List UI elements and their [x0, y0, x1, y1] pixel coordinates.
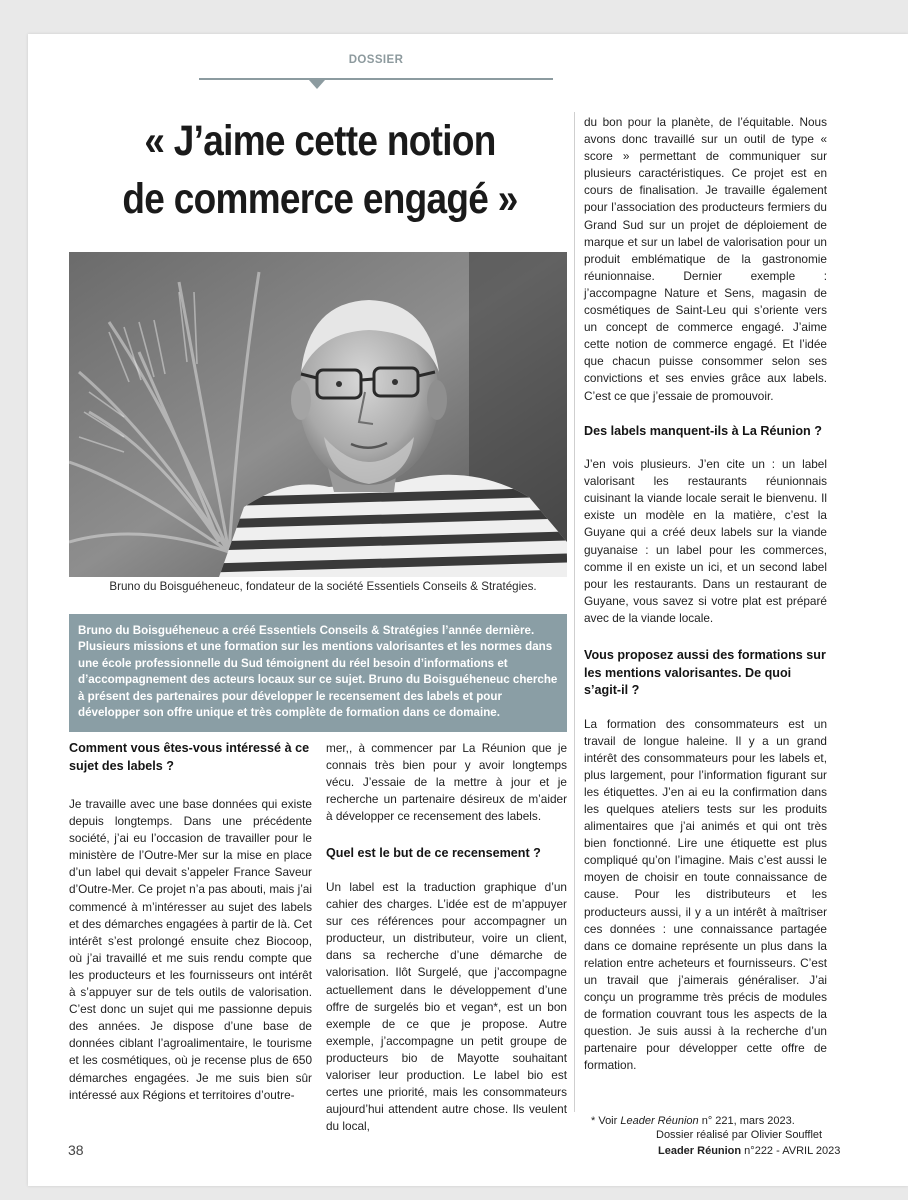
- question-2: Quel est le but de ce recensement ?: [326, 846, 541, 861]
- magazine-page: [28, 34, 908, 1186]
- author-credit: Dossier réalisé par Olivier Soufflet: [656, 1129, 823, 1141]
- column-1: [69, 740, 312, 1104]
- folio-magazine: Leader Réunion: [658, 1145, 742, 1157]
- column-divider: [574, 112, 575, 1112]
- footnote-magazine: Leader Réunion: [620, 1115, 699, 1127]
- answer-2-continued: du bon pour la planète, de l’équitable. Nous avons donc travaillé sur un outil de type « score » permettant de communiquer sur plusieurs caractéristiques. Ce projet est en cours de finalisation. Je travaille également pour l’association des producteurs fermiers du Grand Sud sur un projet de déploiement de marque et sur un label de valorisation pour un produit emblématique de la gastronomie réunionnaise. Dernier exemple : j’accompagne Nature et Sens, magasin de cosmétiques de Saint-Leu qui s’oriente vers un concept de commerce engagé. J’aime cette notion de commerce engagé. Et l’idée que chacun puisse consommer selon ses convictions et ses envies grâce aux labels. C’est ce que j’essaie de promouvoir.: [584, 115, 827, 403]
- answer-2: Un label est la traduction graphique d’un cahier des charges. L’idée est de m’appuyer sur ces références pour accompagner un producteur, un distributeur, voire un client, dans sa recherche d’une démarche de valorisation. Ilôt Surgelé, que j’accompagne actuellement dans le développement d’une offre de surgelés bio et vegan*, est un bon exemple de ce que je propose. Autre exemple, j’accompagne un petit groupe de producteurs bio de Mayotte souhaitant valoriser leur production. Le label bio est certes une priorité, mais les consommateurs aujourd’hui attendent autre chose. Ils veulent du local,: [326, 879, 567, 1134]
- intro-box: Bruno du Boisguéheneuc a créé Essentiels Conseils & Stratégies l’année dernière. Plusieurs missions et une formation sur les mentions valorisantes et les normes dans une école professionnelle du Sud témoignent du réel besoin d’informations et d’accompagnement des acteurs locaux sur ce sujet. Bruno du Boisguéheneuc cherche à présent des partenaires pour développer le recensement des labels et pour développer son offre unique et très complète de formation dans ce domaine.: [69, 614, 567, 732]
- column-2: [326, 740, 567, 1135]
- section-arrow-icon: [309, 80, 325, 89]
- folio: [658, 1145, 840, 1157]
- section-label: DOSSIER: [348, 54, 404, 66]
- photo-caption: Bruno du Boisguéheneuc, fondateur de la société Essentiels Conseils & Stratégies.: [109, 580, 537, 593]
- page-number: 38: [68, 1142, 84, 1158]
- question-1: Comment vous êtes-vous intéressé à ce sujet des labels ?: [69, 741, 310, 773]
- answer-1: Je travaille avec une base données qui existe depuis longtemps. Dans une précédente société, j’ai eu l’occasion de travailler pour le ministère de l’Outre-Mer sur la mise en place d’un label qui devait s’appeler France Saveur d’Outre-Mer. Ce projet n’a pas abouti, mais j’ai commencé à m’intéresser au sujet des labels et des démarches engagées à partir de là. Cet intérêt s’est prolongé ensuite chez Biocoop, où j’ai travaillé et me suis rendu compte que les producteurs et les fournisseurs ont intérêt à s’appuyer sur de tels outils de valorisation. C’est donc un sujet qui me passionne depuis des années. Je dispose d’une base de données ciblant l’agroalimentaire, le tourisme et les cosmétiques, où je recense plus de 650 démarches engagées. Je me suis bien sûr intéressé aux Régions et territoires d’outre-: [69, 797, 312, 1102]
- answer-1-continued: mer,, à commencer par La Réunion que je connais très bien pour y avoir longtemps vécu. J’essaie de la mettre à jour et je recherche un partenaire désireux de m’aider à développer ce recensement des labels.: [326, 741, 567, 824]
- answer-3: J’en vois plusieurs. J’en cite un : un label valorisant les restaurants réunionnais cuisinant la viande locale serait le bienvenu. Il existe un modèle en la matière, c’est la Guyane qui a créé deux labels sur la viande guyanaise : un label pour les commerces, comme il en existe un ici, et un second label pour les restaurants. Dans un restaurant de Guyane, vous savez si votre plat est préparé avec de la viande locale.: [584, 457, 827, 625]
- portrait-photo: [69, 252, 567, 577]
- question-3: Des labels manquent-ils à La Réunion ?: [584, 423, 822, 438]
- folio-issue: n°222 - AVRIL 2023: [741, 1145, 841, 1157]
- headline-line-1: « J’aime cette notion: [144, 117, 496, 165]
- answer-4: La formation des consommateurs est un travail de longue haleine. Il y a un grand intérêt des consommateurs pour les labels et, plus largement, pour l’information figurant sur les étiquettes. J’en ai eu la confirmation dans les quelques ateliers tests sur les produits alimentaires que j’ai animés et qui ont très bien fonctionné. Lire une étiquette est plus compliqué qu’on l’imagine. Mais c’est aussi le moyen de choisir en toute connaissance de cause. Pour les distributeurs et les producteurs aussi, il y a un intérêt à maîtriser ces données : une connaissance partagée dans ce domaine représente un plus dans la relation entre acheteurs et fournisseurs. C’est un travail que j’aimerais généraliser. J’ai conçu un programme très précis de modules de formation couvrant tous les aspects de la question. Je suis aussi à la recherche d’un partenaire pour développer cette offre de formation.: [584, 716, 827, 1073]
- headline: [105, 112, 535, 228]
- question-4: Vous proposez aussi des formations sur les mentions valorisantes. De quoi s’agit-il ?: [584, 648, 826, 698]
- column-3: [584, 114, 827, 1075]
- portrait-illustration: [69, 252, 567, 577]
- footnote: * Voir Leader Réunion n° 221, mars 2023.: [591, 1115, 795, 1127]
- headline-line-2: de commerce engagé »: [122, 175, 518, 223]
- section-rule: [199, 78, 553, 80]
